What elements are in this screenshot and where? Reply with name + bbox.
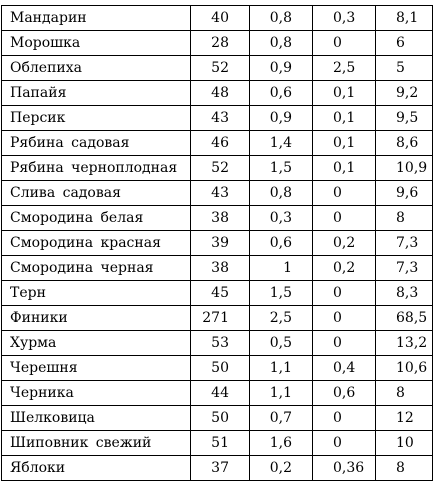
cell-protein: 1,4 [250, 131, 313, 156]
cell-calories: 51 [191, 431, 250, 456]
cell-fruit-name: Облепиха [2, 56, 191, 81]
cell-protein: 1,5 [250, 156, 313, 181]
cell-carbohydrates: 9,5 [376, 106, 433, 131]
cell-protein: 0,2 [250, 456, 313, 481]
cell-fruit-name: Черника [2, 381, 191, 406]
cell-carbohydrates: 10,6 [376, 356, 433, 381]
cell-fruit-name: Слива садовая [2, 181, 191, 206]
table-body [2, 6, 433, 481]
cell-fruit-name: Смородина белая [2, 206, 191, 231]
cell-fat: 2,5 [313, 56, 376, 81]
table-row [2, 381, 433, 406]
cell-fruit-name: Шиповник свежий [2, 431, 191, 456]
cell-fat: 0,2 [313, 231, 376, 256]
cell-fruit-name: Морошка [2, 31, 191, 56]
cell-carbohydrates: 10,9 [376, 156, 433, 181]
cell-protein: 0,8 [250, 31, 313, 56]
table-row [2, 331, 433, 356]
cell-carbohydrates: 8 [376, 206, 433, 231]
cell-fruit-name: Шелковица [2, 406, 191, 431]
table-row [2, 356, 433, 381]
cell-carbohydrates: 13,2 [376, 331, 433, 356]
cell-fruit-name: Смородина черная [2, 256, 191, 281]
cell-calories: 50 [191, 406, 250, 431]
cell-fruit-name: Смородина красная [2, 231, 191, 256]
cell-protein: 0,9 [250, 106, 313, 131]
cell-fat: 0 [313, 406, 376, 431]
cell-fruit-name: Папайя [2, 81, 191, 106]
cell-fat: 0,1 [313, 106, 376, 131]
table-row [2, 131, 433, 156]
table-row [2, 56, 433, 81]
cell-fruit-name: Финики [2, 306, 191, 331]
cell-calories: 28 [191, 31, 250, 56]
cell-protein: 1,6 [250, 431, 313, 456]
table-row [2, 231, 433, 256]
cell-carbohydrates: 10 [376, 431, 433, 456]
table-row [2, 281, 433, 306]
table-row [2, 106, 433, 131]
cell-calories: 38 [191, 206, 250, 231]
cell-fruit-name: Яблоки [2, 456, 191, 481]
table-row [2, 406, 433, 431]
cell-protein: 0,6 [250, 231, 313, 256]
cell-calories: 43 [191, 106, 250, 131]
cell-calories: 52 [191, 156, 250, 181]
cell-calories: 53 [191, 331, 250, 356]
cell-carbohydrates: 8 [376, 381, 433, 406]
cell-carbohydrates: 6 [376, 31, 433, 56]
cell-calories: 48 [191, 81, 250, 106]
cell-calories: 38 [191, 256, 250, 281]
cell-calories: 46 [191, 131, 250, 156]
table-row [2, 206, 433, 231]
cell-fruit-name: Рябина черноплодная [2, 156, 191, 181]
cell-fat: 0,36 [313, 456, 376, 481]
cell-calories: 271 [191, 306, 250, 331]
cell-fruit-name: Черешня [2, 356, 191, 381]
table-row [2, 6, 433, 31]
table-row [2, 181, 433, 206]
cell-protein: 0,8 [250, 6, 313, 31]
cell-carbohydrates: 9,6 [376, 181, 433, 206]
cell-fat: 0,1 [313, 156, 376, 181]
cell-carbohydrates: 8,6 [376, 131, 433, 156]
cell-carbohydrates: 5 [376, 56, 433, 81]
cell-fruit-name: Хурма [2, 331, 191, 356]
cell-calories: 37 [191, 456, 250, 481]
cell-protein: 0,3 [250, 206, 313, 231]
cell-carbohydrates: 7,3 [376, 256, 433, 281]
cell-fat: 0 [313, 431, 376, 456]
cell-fat: 0,4 [313, 356, 376, 381]
cell-carbohydrates: 68,5 [376, 306, 433, 331]
cell-fat: 0,2 [313, 256, 376, 281]
cell-fruit-name: Терн [2, 281, 191, 306]
table-row [2, 431, 433, 456]
cell-protein: 1,1 [250, 381, 313, 406]
cell-protein: 0,8 [250, 181, 313, 206]
cell-protein: 1 [250, 256, 313, 281]
cell-protein: 0,9 [250, 56, 313, 81]
table-row [2, 31, 433, 56]
table-row [2, 156, 433, 181]
cell-protein: 0,5 [250, 331, 313, 356]
cell-protein: 0,7 [250, 406, 313, 431]
cell-calories: 50 [191, 356, 250, 381]
cell-fruit-name: Персик [2, 106, 191, 131]
cell-fruit-name: Рябина садовая [2, 131, 191, 156]
cell-fat: 0 [313, 306, 376, 331]
cell-fat: 0,3 [313, 6, 376, 31]
cell-protein: 0,6 [250, 81, 313, 106]
cell-fruit-name: Мандарин [2, 6, 191, 31]
cell-calories: 45 [191, 281, 250, 306]
table-row [2, 256, 433, 281]
table-row [2, 306, 433, 331]
nutrition-table [1, 5, 433, 481]
table-row [2, 456, 433, 481]
cell-protein: 2,5 [250, 306, 313, 331]
cell-carbohydrates: 8,3 [376, 281, 433, 306]
cell-carbohydrates: 7,3 [376, 231, 433, 256]
cell-calories: 52 [191, 56, 250, 81]
cell-fat: 0 [313, 281, 376, 306]
cell-fat: 0,1 [313, 81, 376, 106]
cell-fat: 0,1 [313, 131, 376, 156]
cell-calories: 39 [191, 231, 250, 256]
cell-fat: 0 [313, 331, 376, 356]
cell-fat: 0 [313, 206, 376, 231]
cell-carbohydrates: 8 [376, 456, 433, 481]
cell-calories: 43 [191, 181, 250, 206]
cell-calories: 44 [191, 381, 250, 406]
cell-carbohydrates: 12 [376, 406, 433, 431]
cell-protein: 1,1 [250, 356, 313, 381]
cell-fat: 0 [313, 181, 376, 206]
cell-fat: 0,6 [313, 381, 376, 406]
cell-carbohydrates: 8,1 [376, 6, 433, 31]
table-row [2, 81, 433, 106]
cell-protein: 1,5 [250, 281, 313, 306]
cell-carbohydrates: 9,2 [376, 81, 433, 106]
cell-fat: 0 [313, 31, 376, 56]
cell-calories: 40 [191, 6, 250, 31]
